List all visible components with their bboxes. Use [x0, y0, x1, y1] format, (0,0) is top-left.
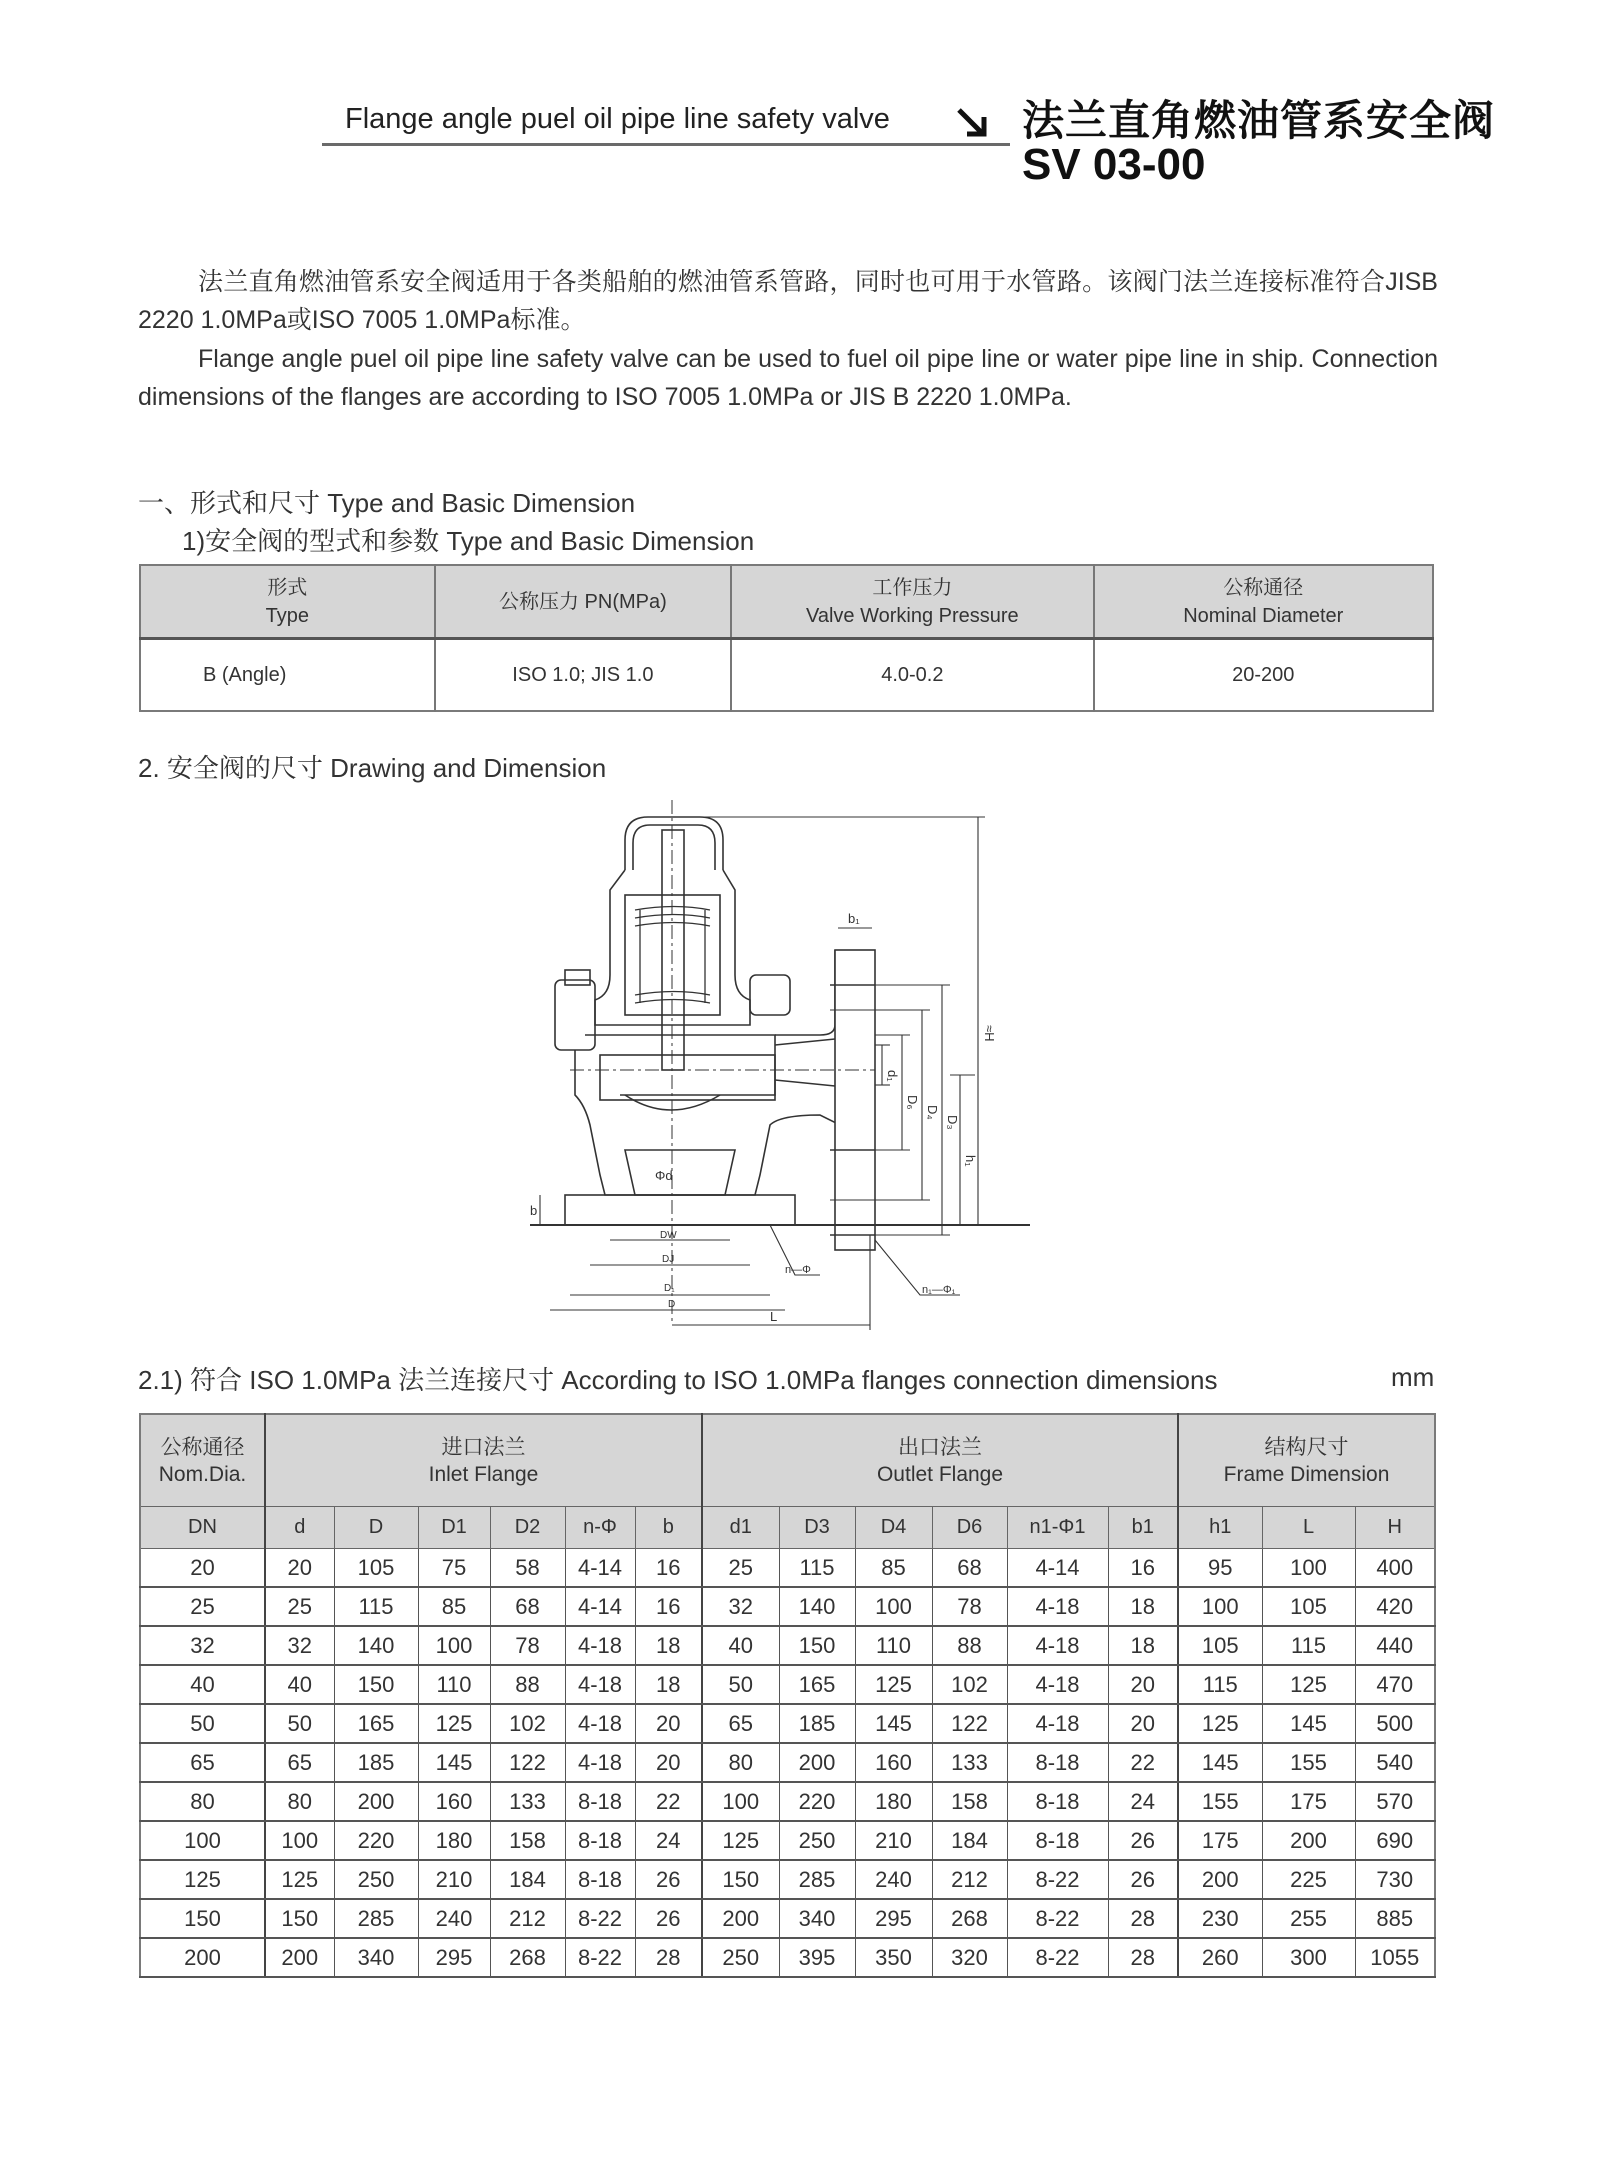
- table-row: [140, 639, 1433, 712]
- table-cell: 255: [1262, 1899, 1355, 1938]
- table-cell: 100: [140, 1821, 265, 1860]
- table-cell: 268: [490, 1938, 565, 1977]
- table-cell: 8-18: [565, 1782, 635, 1821]
- table-cell: 20: [1108, 1704, 1178, 1743]
- table-cell: 160: [418, 1782, 490, 1821]
- header-en: Nominal Diameter: [1183, 604, 1344, 627]
- table-row: [140, 1860, 1435, 1899]
- table-cell: 125: [855, 1665, 932, 1704]
- table-cell: 28: [1108, 1938, 1178, 1977]
- table-cell: 85: [855, 1549, 932, 1588]
- group-cn: 进口法兰: [441, 1435, 526, 1459]
- group-cn: 结构尺寸: [1264, 1435, 1349, 1459]
- table-cell: 8-22: [565, 1899, 635, 1938]
- table-cell: 4-18: [565, 1665, 635, 1704]
- table-row: [140, 1782, 1435, 1821]
- table-cell: 133: [932, 1743, 1007, 1782]
- table-cell: 320: [932, 1938, 1007, 1977]
- group-en: Outlet Flange: [876, 1462, 1004, 1486]
- column-header-d1: d1: [702, 1507, 779, 1549]
- column-header-D4: D4: [855, 1507, 932, 1549]
- table-cell: 8-18: [1007, 1743, 1108, 1782]
- table-cell: 210: [418, 1860, 490, 1899]
- header-cn: 形式: [267, 576, 308, 599]
- column-header-D1: D1: [418, 1507, 490, 1549]
- table-cell: 100: [855, 1587, 932, 1626]
- table-cell: 185: [779, 1704, 855, 1743]
- table-cell: 8-22: [1007, 1860, 1108, 1899]
- table-cell: 690: [1355, 1821, 1435, 1860]
- table-cell: 180: [855, 1782, 932, 1821]
- table-cell: 24: [635, 1821, 702, 1860]
- group-en: Inlet Flange: [428, 1462, 539, 1486]
- table-cell: 78: [932, 1587, 1007, 1626]
- table-cell: 16: [1108, 1549, 1178, 1588]
- section21-heading: 2.1) 符合 ISO 1.0MPa 法兰连接尺寸 According to ISO 1.0MPa flanges connection dimensions: [138, 1365, 1218, 1395]
- intro-chinese-text: 法兰直角燃油管系安全阀适用于各类船舶的燃油管系管路，同时也可用于水管路。该阀门法兰连接标准符合JISB 2220 1.0MPa或ISO 7005 1.0MPa标准。: [138, 268, 1438, 334]
- table-cell: 25: [140, 1587, 265, 1626]
- table-cell: 140: [334, 1626, 418, 1665]
- table-cell: 240: [418, 1899, 490, 1938]
- table-cell: 25: [702, 1549, 779, 1588]
- table-cell: 125: [702, 1821, 779, 1860]
- table-cell: 122: [932, 1704, 1007, 1743]
- bolt-right: [750, 975, 790, 1015]
- table-cell: 20: [265, 1549, 334, 1588]
- column-header-h1: h1: [1178, 1507, 1262, 1549]
- column-header-n1-phi1: n1-Φ1: [1007, 1507, 1108, 1549]
- table-cell: 230: [1178, 1899, 1262, 1938]
- table-cell: 1055: [1355, 1938, 1435, 1977]
- intro-english-text: Flange angle puel oil pipe line safety valve can be used to fuel oil pipe line or water pipe line in ship. Connection dimensions of the flanges are according to ISO 7005 1.0MPa or JIS B 2220 1.0MPa.: [138, 345, 1438, 411]
- group-en: Frame Dimension: [1223, 1462, 1390, 1486]
- section1-heading: 一、形式和尺寸 Type and Basic Dimension: [138, 488, 636, 518]
- table-cell: 150: [702, 1860, 779, 1899]
- table-cell: 20: [140, 1549, 265, 1588]
- table-cell: 350: [855, 1938, 932, 1977]
- label-n1-phi1: n₁—Φ₁: [922, 1284, 956, 1296]
- table-cell: 122: [490, 1743, 565, 1782]
- table-cell: 250: [702, 1938, 779, 1977]
- header-working-pressure: [731, 565, 1093, 639]
- table-cell: 145: [855, 1704, 932, 1743]
- group-cn: 公称通径: [160, 1435, 245, 1459]
- label-n-phi: n—Φ: [785, 1264, 811, 1276]
- table-row: [140, 1549, 1435, 1588]
- table-cell: 28: [1108, 1899, 1178, 1938]
- table-cell: 95: [1178, 1549, 1262, 1588]
- label-H: ≈H: [982, 1025, 997, 1042]
- column-header-dn: DN: [140, 1507, 265, 1549]
- table-cell: 175: [1262, 1782, 1355, 1821]
- table-row: [140, 1587, 1435, 1626]
- table-cell: 260: [1178, 1938, 1262, 1977]
- table-cell: 8-22: [565, 1938, 635, 1977]
- title-underline: [322, 143, 1010, 146]
- table-cell: 24: [1108, 1782, 1178, 1821]
- table-cell: 100: [702, 1782, 779, 1821]
- table-cell: 125: [1262, 1665, 1355, 1704]
- label-D: D: [668, 1299, 676, 1310]
- table-cell: 100: [418, 1626, 490, 1665]
- table-cell: 8-22: [1007, 1938, 1108, 1977]
- column-header-D6: D6: [932, 1507, 1007, 1549]
- table-cell: 400: [1355, 1549, 1435, 1588]
- table-cell: 133: [490, 1782, 565, 1821]
- table-cell: 18: [1108, 1626, 1178, 1665]
- title-english: Flange angle puel oil pipe line safety valve: [345, 103, 890, 135]
- intro-chinese: [138, 263, 1438, 339]
- label-DW: DW: [660, 1230, 677, 1241]
- table-cell: 32: [702, 1587, 779, 1626]
- header-pn: [435, 565, 732, 639]
- table-cell: 105: [334, 1549, 418, 1588]
- table-cell: 150: [779, 1626, 855, 1665]
- header-en: Valve Working Pressure: [806, 604, 1019, 627]
- group-outlet-flange: [702, 1414, 1178, 1507]
- table-cell: 28: [635, 1938, 702, 1977]
- section1-subheading: 1)安全阀的型式和参数 Type and Basic Dimension: [182, 526, 755, 556]
- table-cell: 16: [635, 1549, 702, 1588]
- table-cell: 4-18: [1007, 1665, 1108, 1704]
- table-cell: 470: [1355, 1665, 1435, 1704]
- table-cell: 125: [418, 1704, 490, 1743]
- table-cell: 26: [1108, 1860, 1178, 1899]
- table-cell: 200: [1178, 1860, 1262, 1899]
- table-cell: 40: [265, 1665, 334, 1704]
- table-cell: 220: [779, 1782, 855, 1821]
- column-header-D3: D3: [779, 1507, 855, 1549]
- table-cell: 65: [140, 1743, 265, 1782]
- table-cell: 200: [779, 1743, 855, 1782]
- table-cell: 500: [1355, 1704, 1435, 1743]
- table-cell: 4-14: [1007, 1549, 1108, 1588]
- label-b1: b₁: [848, 911, 860, 926]
- table-cell: 570: [1355, 1782, 1435, 1821]
- table-cell: 125: [1178, 1704, 1262, 1743]
- label-D6: D₆: [905, 1095, 920, 1110]
- table-row: [140, 1626, 1435, 1665]
- table-cell: 26: [635, 1899, 702, 1938]
- table-cell: 115: [334, 1587, 418, 1626]
- table-cell: 88: [490, 1665, 565, 1704]
- table-cell: 80: [265, 1782, 334, 1821]
- table-cell: 40: [702, 1626, 779, 1665]
- table-cell: 100: [1262, 1549, 1355, 1588]
- table-cell: 50: [140, 1704, 265, 1743]
- table-row: [140, 1938, 1435, 1977]
- table-cell: 102: [932, 1665, 1007, 1704]
- label-D1: D₁: [664, 1283, 675, 1294]
- table-row: [140, 1665, 1435, 1704]
- table-cell: 32: [265, 1626, 334, 1665]
- table-cell: 150: [265, 1899, 334, 1938]
- column-header-row: [140, 1507, 1435, 1549]
- table-cell: 20: [635, 1704, 702, 1743]
- table-cell: 50: [702, 1665, 779, 1704]
- table-cell: 540: [1355, 1743, 1435, 1782]
- table-cell: 4-18: [1007, 1704, 1108, 1743]
- table-cell: 75: [418, 1549, 490, 1588]
- table-cell: 225: [1262, 1860, 1355, 1899]
- table-cell: 8-18: [1007, 1821, 1108, 1860]
- label-phid: Φd: [655, 1168, 673, 1183]
- section2-heading: 2. 安全阀的尺寸 Drawing and Dimension: [138, 753, 607, 783]
- table-cell: 165: [779, 1665, 855, 1704]
- table-cell: 212: [932, 1860, 1007, 1899]
- table-cell: 200: [334, 1782, 418, 1821]
- header-nominal-diameter: [1094, 565, 1433, 639]
- table-cell: 25: [265, 1587, 334, 1626]
- label-D4: D₄: [925, 1105, 940, 1120]
- group-en: Nom.Dia.: [158, 1462, 247, 1486]
- valve-drawing: [530, 795, 1030, 1335]
- table-cell: 100: [1178, 1587, 1262, 1626]
- table-cell: 180: [418, 1821, 490, 1860]
- table-cell: 200: [702, 1899, 779, 1938]
- table-cell: 440: [1355, 1626, 1435, 1665]
- table-cell: 420: [1355, 1587, 1435, 1626]
- header-en: Type: [265, 604, 309, 627]
- table-cell: 175: [1178, 1821, 1262, 1860]
- table-cell: 68: [932, 1549, 1007, 1588]
- table-cell: 125: [265, 1860, 334, 1899]
- table-body: [140, 1549, 1435, 1978]
- table-cell: 18: [635, 1665, 702, 1704]
- table-cell: 340: [334, 1938, 418, 1977]
- type-table: [139, 564, 1434, 712]
- table-cell: 110: [855, 1626, 932, 1665]
- table-cell: 65: [265, 1743, 334, 1782]
- table-cell: 200: [140, 1938, 265, 1977]
- table-cell: 158: [932, 1782, 1007, 1821]
- cell-type: B (Angle): [140, 639, 435, 712]
- column-header-b: b: [635, 1507, 702, 1549]
- table-cell: 115: [779, 1549, 855, 1588]
- table-row: [140, 1704, 1435, 1743]
- column-header-L: L: [1262, 1507, 1355, 1549]
- column-header-H: H: [1355, 1507, 1435, 1549]
- intro-english: [138, 340, 1438, 416]
- table-cell: 8-18: [565, 1821, 635, 1860]
- table-cell: 4-14: [565, 1549, 635, 1588]
- table-cell: 4-18: [565, 1743, 635, 1782]
- table-cell: 210: [855, 1821, 932, 1860]
- table-cell: 4-18: [1007, 1626, 1108, 1665]
- table-cell: 250: [334, 1860, 418, 1899]
- table-cell: 20: [635, 1743, 702, 1782]
- table-cell: 340: [779, 1899, 855, 1938]
- table-row: [140, 1743, 1435, 1782]
- table-cell: 240: [855, 1860, 932, 1899]
- table-cell: 22: [635, 1782, 702, 1821]
- header-cn: 公称通径: [1223, 576, 1304, 599]
- table-cell: 155: [1262, 1743, 1355, 1782]
- dimension-lines: [540, 817, 985, 1330]
- table-cell: 20: [1108, 1665, 1178, 1704]
- column-header-d: d: [265, 1507, 334, 1549]
- header-cn: 公称压力 PN(MPa): [498, 590, 667, 613]
- table-row: [140, 1899, 1435, 1938]
- label-D3: D₃: [945, 1115, 960, 1130]
- table-cell: 295: [855, 1899, 932, 1938]
- table-cell: 250: [779, 1821, 855, 1860]
- table-cell: 65: [702, 1704, 779, 1743]
- table-cell: 80: [702, 1743, 779, 1782]
- table-cell: 115: [1262, 1626, 1355, 1665]
- flange-dimension-table: [139, 1413, 1436, 1978]
- table-cell: 730: [1355, 1860, 1435, 1899]
- table-cell: 200: [265, 1938, 334, 1977]
- column-header-D2: D2: [490, 1507, 565, 1549]
- table-cell: 885: [1355, 1899, 1435, 1938]
- table-cell: 184: [490, 1860, 565, 1899]
- table-cell: 88: [932, 1626, 1007, 1665]
- group-frame-dimension: [1178, 1414, 1435, 1507]
- table-cell: 4-18: [1007, 1587, 1108, 1626]
- label-DJ: DJ: [662, 1254, 675, 1265]
- cell-pn: ISO 1.0; JIS 1.0: [435, 639, 732, 712]
- table-cell: 285: [334, 1899, 418, 1938]
- table-cell: 125: [140, 1860, 265, 1899]
- label-L: L: [770, 1309, 778, 1324]
- table-cell: 102: [490, 1704, 565, 1743]
- table-cell: 145: [418, 1743, 490, 1782]
- column-header-n-phi: n-Φ: [565, 1507, 635, 1549]
- label-b: b: [530, 1203, 538, 1218]
- table-cell: 145: [1178, 1743, 1262, 1782]
- table-cell: 185: [334, 1743, 418, 1782]
- table-cell: 268: [932, 1899, 1007, 1938]
- table-cell: 78: [490, 1626, 565, 1665]
- table-cell: 50: [265, 1704, 334, 1743]
- column-header-D: D: [334, 1507, 418, 1549]
- table-row: [140, 1821, 1435, 1860]
- table-cell: 26: [635, 1860, 702, 1899]
- table-cell: 85: [418, 1587, 490, 1626]
- table-cell: 150: [140, 1899, 265, 1938]
- table-cell: 105: [1262, 1587, 1355, 1626]
- group-cn: 出口法兰: [898, 1435, 982, 1459]
- outlet-flange: [775, 950, 835, 1035]
- valve-body: [575, 1050, 860, 1195]
- table-cell: 105: [1178, 1626, 1262, 1665]
- table-cell: 395: [779, 1938, 855, 1977]
- table-cell: 285: [779, 1860, 855, 1899]
- table-cell: 40: [140, 1665, 265, 1704]
- header-type: [140, 565, 435, 639]
- table-cell: 295: [418, 1938, 490, 1977]
- type-table-header: [140, 565, 1433, 639]
- model-code: SV 03-00: [1022, 140, 1206, 189]
- table-cell: 8-22: [1007, 1899, 1108, 1938]
- table-cell: 110: [418, 1665, 490, 1704]
- table-cell: 68: [490, 1587, 565, 1626]
- table-cell: 165: [334, 1704, 418, 1743]
- table-cell: 80: [140, 1782, 265, 1821]
- table-cell: 115: [1178, 1665, 1262, 1704]
- table-cell: 58: [490, 1549, 565, 1588]
- table-cell: 155: [1178, 1782, 1262, 1821]
- arrow-down-right-icon: [955, 104, 989, 138]
- table-cell: 4-18: [565, 1704, 635, 1743]
- table-cell: 4-14: [565, 1587, 635, 1626]
- table-cell: 16: [635, 1587, 702, 1626]
- valve-stem: [662, 830, 684, 1070]
- table-cell: 18: [635, 1626, 702, 1665]
- label-d1: d₁: [885, 1070, 900, 1082]
- table-cell: 22: [1108, 1743, 1178, 1782]
- table-cell: 150: [334, 1665, 418, 1704]
- group-inlet-flange: [265, 1414, 702, 1507]
- table-cell: 300: [1262, 1938, 1355, 1977]
- table-cell: 8-18: [1007, 1782, 1108, 1821]
- table-cell: 18: [1108, 1587, 1178, 1626]
- unit-label: mm: [1391, 1362, 1435, 1392]
- label-h1: h₁: [963, 1155, 978, 1167]
- header-cn: 工作压力: [872, 576, 953, 599]
- table-cell: 140: [779, 1587, 855, 1626]
- table-cell: 212: [490, 1899, 565, 1938]
- table-cell: 4-18: [565, 1626, 635, 1665]
- table-cell: 158: [490, 1821, 565, 1860]
- inlet-flange: [565, 1195, 795, 1225]
- title-chinese: 法兰直角燃油管系安全阀: [1022, 97, 1496, 144]
- bolt-left: [555, 980, 595, 1050]
- table-cell: 184: [932, 1821, 1007, 1860]
- column-header-b1: b1: [1108, 1507, 1178, 1549]
- table-cell: 160: [855, 1743, 932, 1782]
- table-cell: 32: [140, 1626, 265, 1665]
- group-nom-dia: [140, 1414, 265, 1507]
- table-cell: 220: [334, 1821, 418, 1860]
- cell-nominal-diameter: 20-200: [1232, 663, 1295, 686]
- table-cell: 145: [1262, 1704, 1355, 1743]
- cell-working-pressure: 4.0-0.2: [731, 639, 1093, 712]
- table-cell: 100: [265, 1821, 334, 1860]
- table-cell: 26: [1108, 1821, 1178, 1860]
- table-cell: 8-18: [565, 1860, 635, 1899]
- table-cell: 200: [1262, 1821, 1355, 1860]
- group-header-row: [140, 1414, 1435, 1507]
